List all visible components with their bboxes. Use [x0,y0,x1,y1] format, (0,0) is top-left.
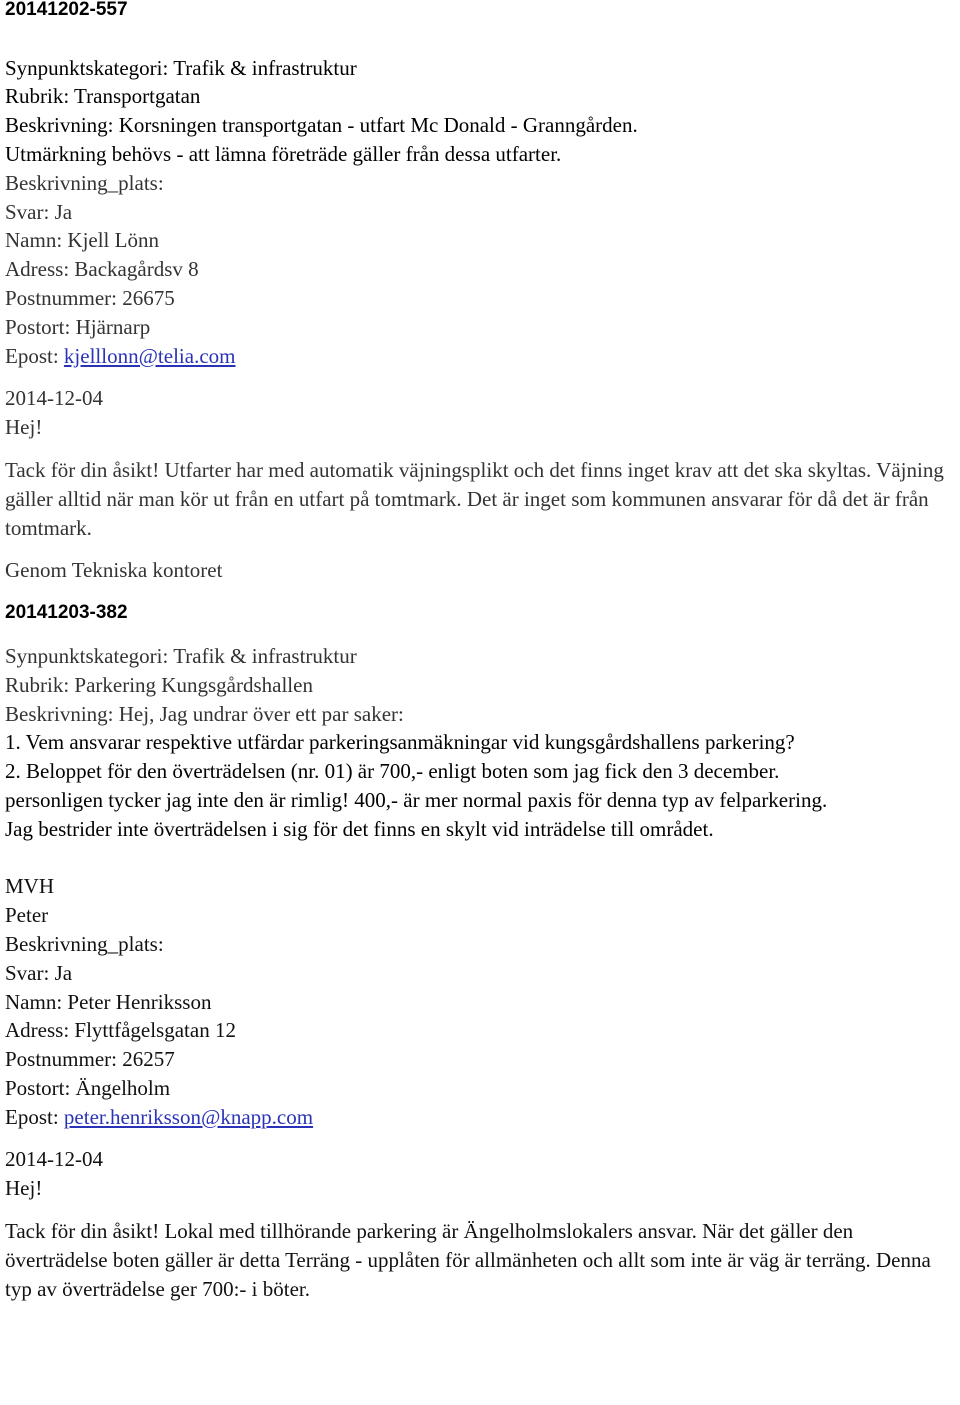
spacer [5,628,957,642]
case-1-rubric: Rubrik: Transportgatan [5,84,201,109]
spacer [5,542,957,556]
case-1-reply-date: 2014-12-04 [5,386,103,411]
case-2-description-line-1: Beskrivning: Hej, Jag undrar över ett par saker: [5,701,404,726]
case-1-address: Adress: Backagårdsv 8 [5,257,199,282]
document-page [5,0,957,1303]
case-1-reply-text: Tack för din åsikt! Utfarter har med automatik väjningsplikt och det finns inget krav att det ska skyltas. Väjning gäller alltid när man kör ut från en utfart på tomtmark. Det är inget som kommunen ansvarar för då det är från tomtmark. [5,457,944,540]
case-1-reply-greeting: Hej! [5,415,43,440]
case-1-city: Postort: Hjärnarp [5,314,151,339]
case-2-reply-greeting: Hej! [5,1176,43,1201]
case-2-rubric: Rubrik: Parkering Kungsgårdshallen [5,672,313,697]
case-2 [5,599,957,1303]
case-2-city: Postort: Ängelholm [5,1075,171,1100]
case-1-email-row [5,342,957,371]
case-2-closing-name: Peter [5,903,49,928]
case-1-description-line-2: Utmärkning behövs - att lämna företräde gäller från dessa utfarter. [5,141,562,166]
case-1-email-link[interactable]: kjelllonn@telia.com [63,343,236,368]
case-1-email-label: Epost: [5,343,64,368]
case-2-closing: MVH [5,874,55,899]
case-2-email-label: Epost: [5,1104,64,1129]
spacer [5,1203,957,1217]
spacer [5,370,957,384]
case-2-description-line-2: 1. Vem ansvarar respektive utfärdar parkeringsanmäkningar vid kungsgårdshallens parkering? [5,730,795,755]
case-2-description-line-4: personligen tycker jag inte den är rimlig! 400,- är mer normal paxis för denna typ av felparkering. [5,787,828,812]
case-2-email-row [5,1103,957,1132]
case-1-id: 20141202-557 [5,0,128,20]
case-2-name: Namn: Peter Henriksson [5,989,212,1014]
case-2-id: 20141203-382 [5,602,128,624]
case-1-reply-signature: Genom Tekniska kontoret [5,558,223,583]
case-1-category: Synpunktskategori: Trafik & infrastruktur [5,55,357,80]
case-2-reply-text: Tack för din åsikt! Lokal med tillhörande parkering är Ängelholmslokalers ansvar. När det gäller den överträdelse boten gäller är detta Terräng - upplåten för allmänheten och allt som inte är väg är terräng. Denna typ av överträdelse ger 700:- i böter. [5,1219,931,1301]
case-1-description-line-1: Beskrivning: Korsningen transportgatan - utfart Mc Donald - Granngården. [5,113,638,138]
spacer [5,585,957,599]
case-2-postcode: Postnummer: 26257 [5,1047,175,1072]
case-2-answer: Svar: Ja [5,960,73,985]
case-1-place: Beskrivning_plats: [5,170,164,195]
spacer [5,442,957,456]
case-2-reply-date: 2014-12-04 [5,1147,103,1172]
spacer [5,25,957,54]
spacer [5,844,957,873]
case-1-name: Namn: Kjell Lönn [5,228,159,253]
case-2-place: Beskrivning_plats: [5,931,164,956]
case-2-description-line-3: 2. Beloppet för den överträdelsen (nr. 01) är 700,- enligt boten som jag fick den 3 december. [5,759,780,784]
case-2-email-link[interactable]: peter.henriksson@knapp.com [63,1104,314,1129]
case-2-address: Adress: Flyttfågelsgatan 12 [5,1018,236,1043]
case-1-answer: Svar: Ja [5,199,73,224]
case-1-postcode: Postnummer: 26675 [5,285,175,310]
case-1 [5,0,957,585]
spacer [5,1131,957,1145]
case-2-category: Synpunktskategori: Trafik & infrastruktur [5,643,357,668]
case-2-description-line-5: Jag bestrider inte överträdelsen i sig för det finns en skylt vid inträdelse till området. [5,816,714,841]
